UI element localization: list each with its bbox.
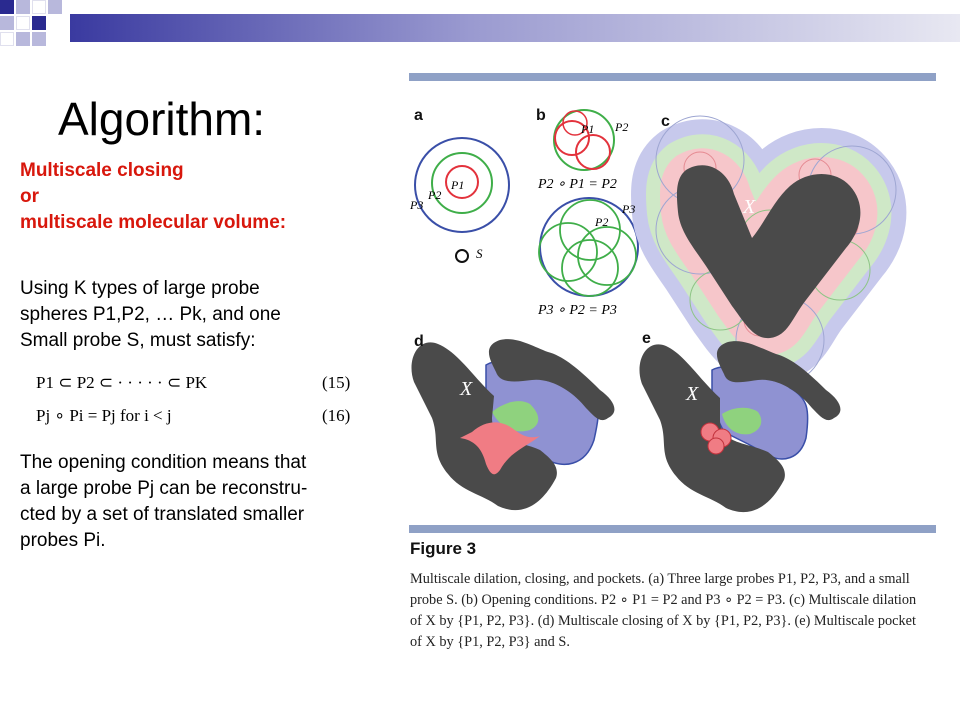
heading-line: multiscale molecular volume:: [20, 212, 287, 233]
equation-number: (15): [322, 373, 351, 392]
decorative-square: [0, 32, 14, 46]
slide-title: Algorithm:: [58, 93, 266, 145]
probe-label: P2: [595, 215, 609, 229]
panel-label: a: [414, 107, 423, 124]
figure-title: Figure 3: [410, 539, 477, 558]
decorative-square: [48, 0, 62, 14]
panel-label: b: [536, 107, 546, 124]
title-gradient-bar: [70, 14, 960, 42]
intro-line: Small probe S, must satisfy:: [20, 330, 256, 351]
heading-line: Multiscale closing: [20, 160, 184, 181]
figure-bottom-rule: [409, 525, 936, 533]
equation-15: P1 ⊂ P2 ⊂ · · · · · ⊂ PK: [36, 373, 208, 392]
probe-label: P3: [410, 198, 424, 212]
panel-c: [656, 116, 896, 384]
panel-label: c: [661, 113, 670, 130]
panel-d: [411, 339, 614, 510]
probe-label: P1: [581, 122, 595, 136]
probe-label: S: [476, 246, 483, 261]
decorative-square: [0, 16, 14, 30]
decorative-square: [32, 16, 46, 30]
probe-label: P3: [622, 202, 636, 216]
decorative-square: [32, 0, 46, 14]
opening-equation: P3 ∘ P2 = P3: [538, 303, 617, 318]
figure-3-illustration: [405, 84, 940, 524]
decorative-square: [32, 32, 46, 46]
explanation-line: cted by a set of translated smaller: [20, 504, 305, 525]
equation-number: (16): [322, 406, 351, 425]
opening-equation: P2 ∘ P1 = P2: [538, 177, 617, 192]
decorative-square: [0, 0, 14, 14]
heading-line: or: [20, 186, 39, 207]
equation-16: Pj ∘ Pi = Pj for i < j: [36, 406, 172, 425]
explanation-line: The opening condition means that: [20, 452, 307, 473]
shape-label: X: [686, 383, 699, 405]
panel-label: e: [642, 330, 651, 347]
decorative-square: [16, 16, 30, 30]
intro-line: Using K types of large probe: [20, 278, 260, 299]
probe-label: P2: [615, 120, 629, 134]
panel-label: d: [414, 333, 424, 350]
decorative-square: [16, 32, 30, 46]
probe-label: P1: [451, 178, 465, 192]
shape-label: X: [460, 378, 473, 400]
decorative-square: [16, 0, 30, 14]
probe-label: P2: [428, 188, 442, 202]
explanation-line: probes Pi.: [20, 530, 106, 551]
intro-line: spheres P1,P2, … Pk, and one: [20, 304, 281, 325]
figure-caption: Multiscale dilation, closing, and pockets. (a) Three large probes P1, P2, P3, and a small probe S. (b) Opening conditions. P2 ∘ P1 = P2 and P3 ∘ P2 = P3. (c) Multiscale dilation of X by {P1, P2, P3}. (d) Multiscale closing of X by {P1, P2, P3}. (e) Multiscale pocket of X by {P1, P2, P3} and S.: [410, 571, 917, 650]
explanation-line: a large probe Pj can be reconstru-: [20, 478, 308, 499]
figure-top-rule: [409, 73, 936, 81]
shape-label: X: [743, 196, 756, 218]
